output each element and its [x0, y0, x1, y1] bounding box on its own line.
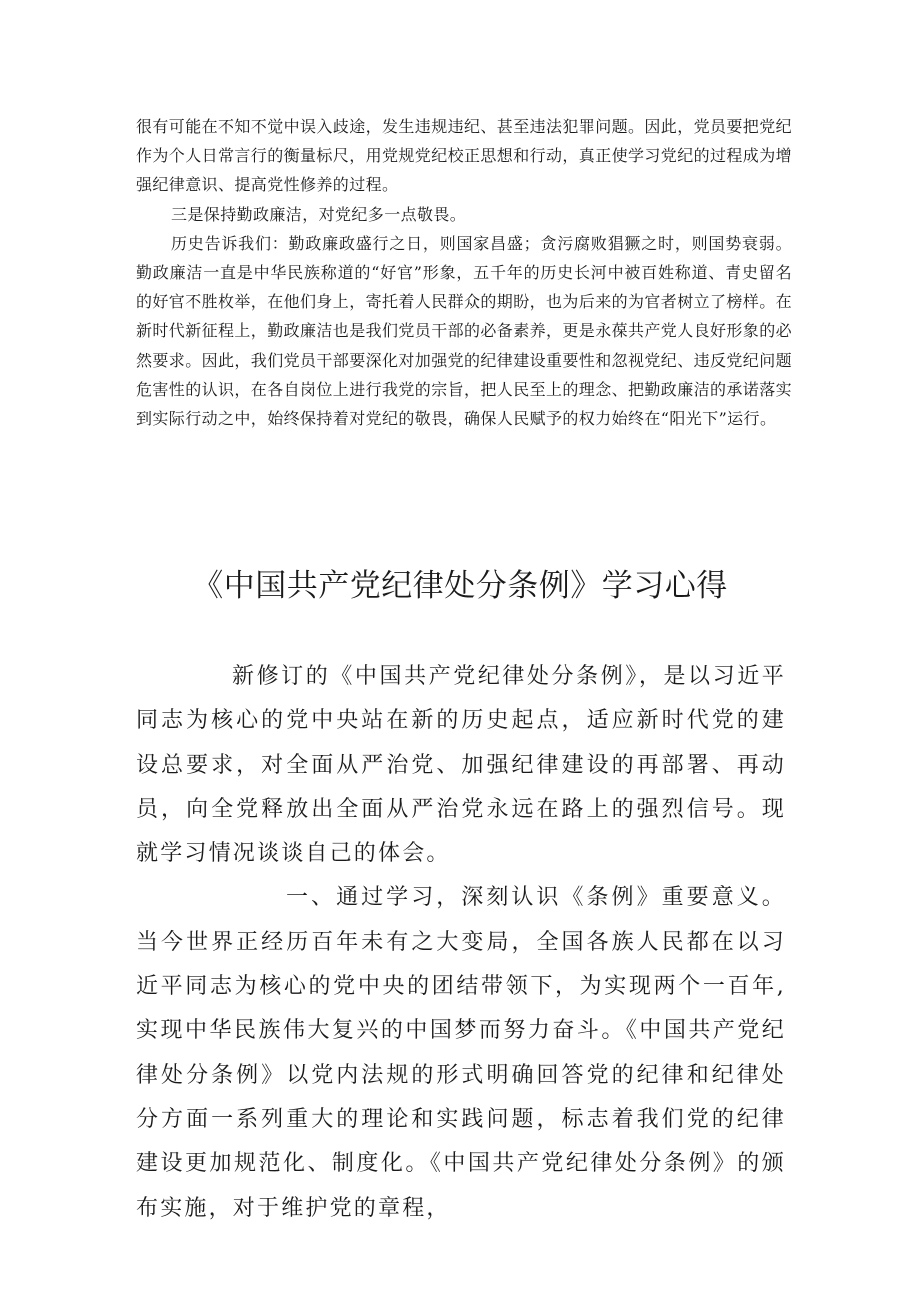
article-body: [136, 655, 786, 1231]
continued-paragraph: 很有可能在不知不觉中误入歧途，发生违规违纪、甚至违法犯罪问题。因此，党员要把党纪作为个人日常言行的衡量标尺，用党规党纪校正思想和行动，真正使学习党纪的过程成为增强纪律意识、提高党性修养的过程。: [136, 117, 793, 195]
intro-paragraph: 新修订的《中国共产党纪律处分条例》，是以习近平同志为核心的党中央站在新的历史起点，适应新时代党的建设总要求，对全面从严治党、加强纪律建设的再部署、再动员，向全党释放出全面从严治党永远在路上的强烈信号。现就学习情况谈谈自己的体会。: [136, 664, 786, 867]
article-title: 《中国共产党纪律处分条例》学习心得: [192, 568, 728, 604]
previous-article-continuation: [136, 112, 792, 433]
history-paragraph: 历史告诉我们：勤政廉政盛行之日，则国家昌盛；贪污腐败猖獗之时，则国势衰弱。勤政廉洁一直是中华民族称道的“好官”形象，五千年的历史长河中被百姓称道、青史留名的好官不胜枚举，在他们身上，寄托着人民群众的期盼，也为后来的为官者树立了榜样。在新时代新征程上，勤政廉洁也是我们党员干部的必备素养，更是永葆共产党人良好形象的必然要求。因此，我们党员干部要深化对加强党的纪律建设重要性和忽视党纪、违反党纪问题危害性的认识，在各自岗位上进行我党的宗旨，把人民至上的理念、把勤政廉洁的承诺落实到实际行动之中，始终保持着对党纪的敬畏，确保人民赋予的权力始终在“阳光下”运行。: [136, 233, 793, 429]
subheading-three: 三是保持勤政廉洁，对党纪多一点敬畏。: [171, 204, 467, 224]
section-one-paragraph: 一、通过学习，深刻认识《条例》重要意义。当今世界正经历百年未有之大变局，全国各族人民都在以习近平同志为核心的党中央的团结带领下，为实现两个一百年,实现中华民族伟大复兴的中国梦而努力奋斗。《中国共产党纪律处分条例》以党内法规的形式明确回答党的纪律和纪律处分方面一系列重大的理论和实践问题，标志着我们党的纪律建设更加规范化、制度化。《中国共产党纪律处分条例》的颁布实施，对于维护党的章程，: [136, 885, 786, 1221]
